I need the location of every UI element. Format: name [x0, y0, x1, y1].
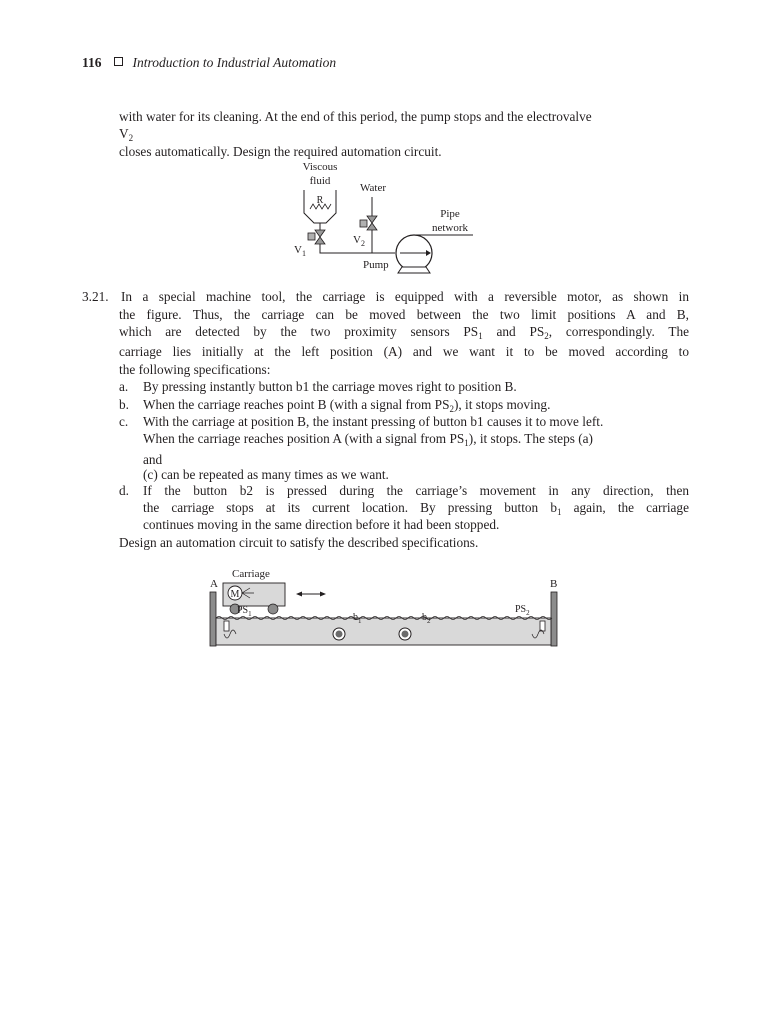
- viscous-label-2: fluid: [309, 175, 331, 187]
- pump-circuit-figure: [280, 155, 490, 275]
- valve-v1-upper: [315, 230, 325, 237]
- valve-v2-lower: [367, 223, 377, 230]
- valve-v1-label: $V_1$: [294, 244, 306, 258]
- spec-d-line-1: If the button b2 is pressed during the carriage’s movement in any direction, then: [143, 483, 689, 498]
- spec-c-line-4: (c) can be repeated as many times as we want.: [143, 467, 389, 482]
- carriage-label: Carriage: [232, 568, 270, 580]
- button-b2-core: [402, 631, 409, 638]
- valve-v1-lower: [315, 237, 325, 244]
- pump-base: [398, 267, 430, 273]
- spec-a: a. By pressing instantly button b1 the carriage moves right to position B.: [119, 379, 517, 394]
- design-instruction: Design an automation circuit to satisfy the described specifications.: [119, 535, 479, 550]
- water-label: Water: [360, 182, 386, 194]
- sensor-ps1-icon: [224, 621, 229, 631]
- spec-c-line-1: c. With the carriage at position B, the instant pressing of button b1 causes it to move left.: [119, 414, 604, 429]
- carriage-wheel-right: [268, 604, 278, 614]
- limit-post-a: [210, 592, 216, 646]
- sensor-ps2-icon: [540, 621, 545, 631]
- spec-d-line-3: continues moving in the same direction before it had been stopped.: [143, 517, 500, 532]
- carriage-figure: [200, 562, 570, 652]
- spec-b: b. When the carriage reaches point B (with a signal from $PS_2$), it stops moving.: [119, 397, 551, 414]
- page-number: 116: [82, 55, 102, 70]
- spec-c-line-2: When the carriage reaches position A (with a signal from $PS_1$), it stops. The steps (a): [143, 431, 593, 448]
- pipe-label-1: Pipe: [440, 208, 460, 220]
- pump-label: Pump: [363, 259, 389, 271]
- problem-line-5: the following specifications:: [119, 362, 271, 377]
- intro-line-1: with water for its cleaning. At the end of this period, the pump stops and the electrovalve: [119, 109, 592, 124]
- position-a-label: A: [210, 578, 218, 590]
- problem-line-4: carriage lies initially at the left position (A) and we want it to be moved according to: [119, 344, 689, 359]
- button-b1-core: [336, 631, 343, 638]
- rail-base: [216, 618, 551, 645]
- problem-line-2: the figure. Thus, the carriage can be moved between the two limit positions A and B,: [119, 307, 689, 322]
- direction-arrow-right-icon: [320, 592, 326, 597]
- ps2-label: $PS_2$: [515, 604, 530, 617]
- valve-v2-upper: [367, 216, 377, 223]
- problem-line-3: which are detected by the two proximity sensors $PS_1$ and $PS_2$, correspondingly. The: [119, 324, 690, 341]
- valve-v2-label: $V_2$: [353, 234, 365, 248]
- position-b-label: B: [550, 578, 558, 590]
- tank-label: R: [316, 195, 324, 206]
- spec-d-line-2: the carriage stops at its current location. By pressing button $b_1$ again, the carriage: [143, 500, 689, 517]
- book-title: Introduction to Industrial Automation: [132, 55, 337, 70]
- direction-arrow-left-icon: [296, 592, 302, 597]
- limit-post-b: [551, 592, 557, 646]
- spec-c-line-3: and: [143, 452, 163, 467]
- problem-line-1: In a special machine tool, the carriage is equipped with a reversible motor, as shown in: [121, 289, 689, 304]
- intro-line-2: $V_2$: [119, 126, 134, 143]
- valve-v2-actuator: [360, 220, 367, 227]
- running-header: [82, 55, 336, 71]
- viscous-label-1: Viscous: [302, 161, 338, 173]
- ps1-label: $PS_1$: [237, 605, 252, 618]
- motor-label: M: [230, 589, 240, 600]
- header-square-icon: [114, 57, 123, 66]
- spec-d-marker: d.: [119, 483, 129, 498]
- intro-line-3: closes automatically. Design the required automation circuit.: [119, 144, 442, 159]
- valve-v1-actuator: [308, 233, 315, 240]
- problem-number: 3.21.: [82, 289, 109, 304]
- b2-label: $b_2$: [422, 612, 431, 625]
- b1-label: $b_1$: [353, 612, 362, 625]
- pipe-label-2: network: [431, 222, 469, 234]
